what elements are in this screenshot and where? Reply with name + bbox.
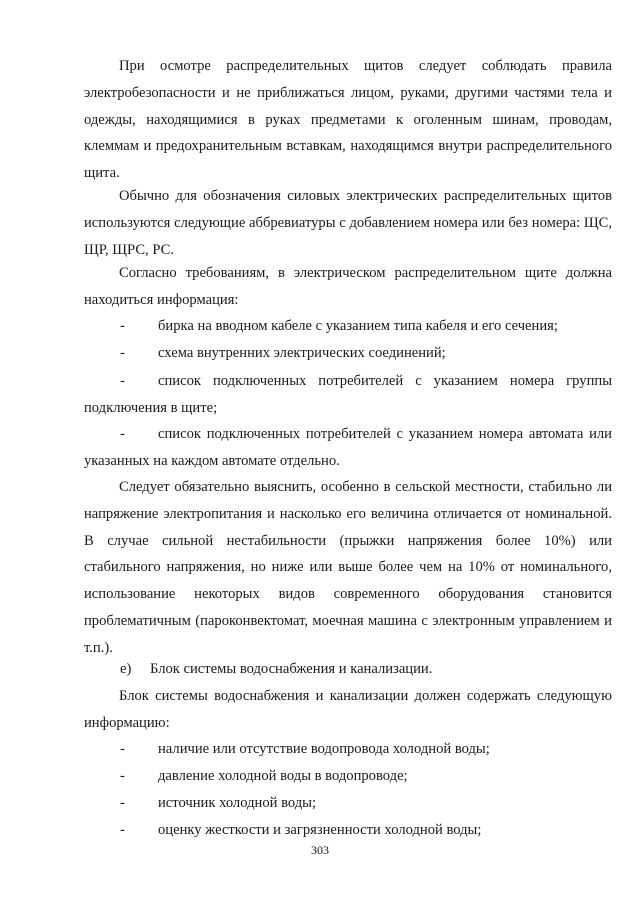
list-dash: - — [120, 373, 125, 389]
paragraph-abbreviations: Обычно для обозначения силовых электрических распределительных щитов используются следующие аббревиатуры с добавлением номера или без номера: ЩС, ЩР, ЩРС, РС. — [84, 188, 612, 258]
list-item — [84, 421, 612, 475]
list-item-text: источник холодной воды; — [158, 795, 317, 811]
list-dash: - — [120, 345, 125, 361]
section-heading — [120, 656, 432, 683]
list-item-text: давление холодной воды в водопроводе; — [158, 768, 408, 784]
paragraph-electrical-safety: При осмотре распределительных щитов следует соблюдать правила электробезопасности и не приближаться лицом, руками, другими частями тела и одежды, находящимися в руках предметами к оголенным шинам, проводам, клеммам и предохранительным вставкам, находящимся внутри распределительного щита. — [84, 58, 612, 182]
list-item — [84, 368, 612, 422]
section-title: Блок системы водоснабжения и канализации. — [150, 661, 433, 677]
paragraph-voltage-stability: Следует обязательно выяснить, особенно в сельской местности, стабильно ли напряжение электропитания и насколько его величина отличается от номинальной. В случае сильной нестабильности (прыжки напряжения более 10%) или стабильного напряжения, но ниже или выше более чем на 10% от номинального, использование некоторых видов современного оборудования становится проблематичным (пароконвектомат, моечная машина с электронным управлением и т.п.). — [84, 479, 612, 656]
list-item — [84, 790, 612, 817]
list-item — [84, 340, 612, 367]
list-dash: - — [120, 426, 125, 442]
paragraph-requirements: Согласно требованиям, в электрическом распределительном щите должна находиться информация: — [84, 265, 612, 308]
list-item — [84, 817, 612, 844]
page-number: 303 — [311, 843, 329, 857]
list-dash: - — [120, 795, 125, 811]
section-letter: е) — [120, 661, 132, 677]
list-item-text: бирка на вводном кабеле с указанием типа кабеля и его сечения; — [158, 318, 558, 334]
list-item-text: список подключенных потребителей с указанием номера автомата или указанных на каждом автомате отдельно. — [84, 426, 612, 469]
list-dash: - — [120, 741, 125, 757]
list-item-text: наличие или отсутствие водопровода холодной воды; — [158, 741, 490, 757]
list-item-text: схема внутренних электрических соединений; — [158, 345, 446, 361]
list-item-text: список подключенных потребителей с указанием номера группы подключения в щите; — [84, 373, 612, 416]
paragraph-water-block: Блок системы водоснабжения и канализации должен содержать следующую информацию: — [84, 688, 612, 731]
list-item — [84, 763, 612, 790]
list-dash: - — [120, 318, 125, 334]
list-item-text: оценку жесткости и загрязненности холодной воды; — [158, 822, 482, 838]
list-item — [84, 313, 612, 340]
list-item — [84, 736, 612, 763]
list-dash: - — [120, 768, 125, 784]
list-dash: - — [120, 822, 125, 838]
